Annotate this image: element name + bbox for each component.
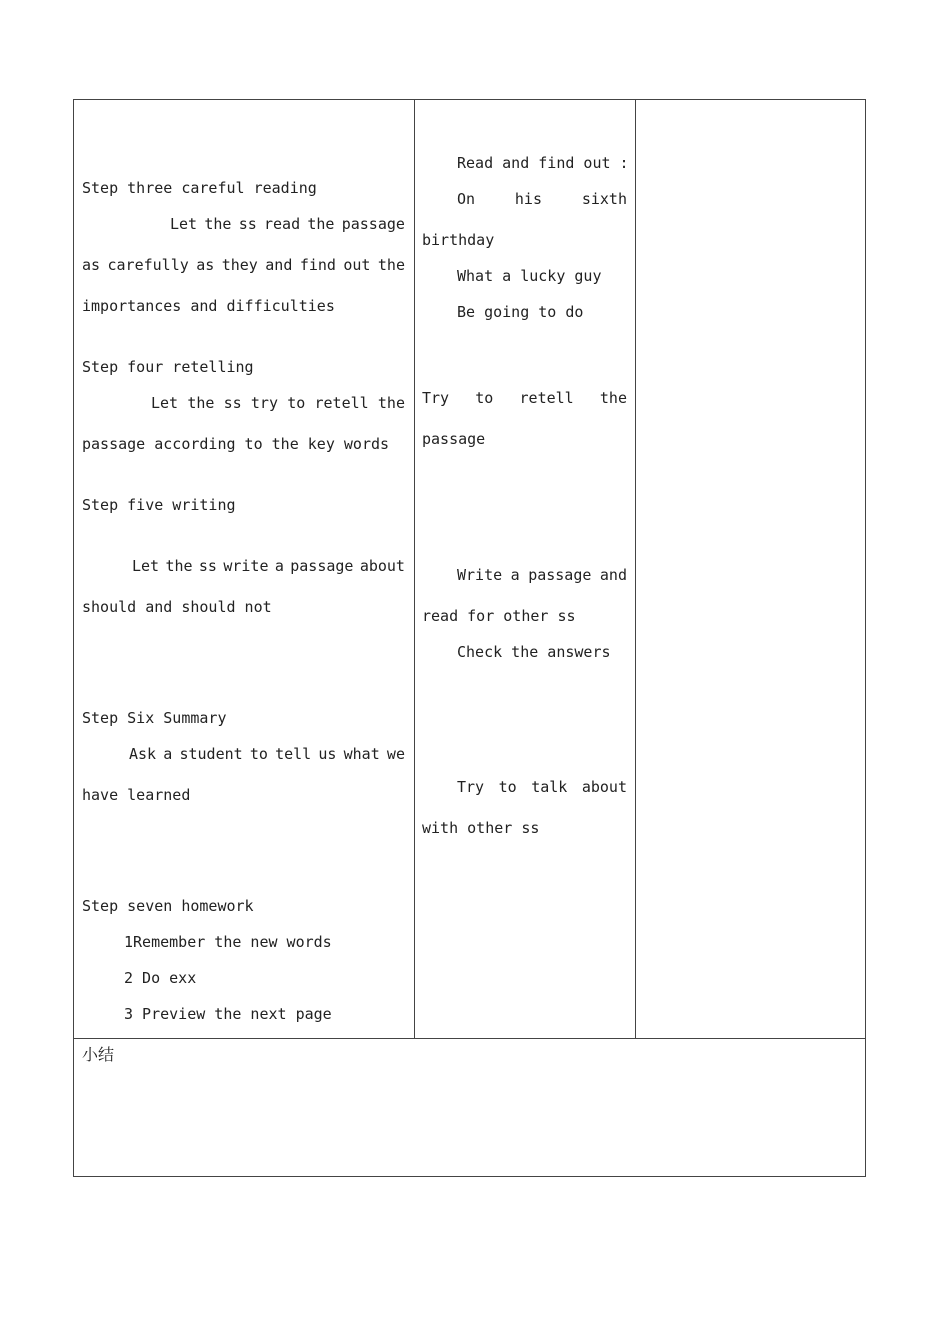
word: a	[274, 557, 284, 575]
word: his	[514, 190, 542, 208]
word: ss	[238, 215, 257, 233]
retell-line1	[422, 388, 627, 408]
homework-item-1: 1Remember the new words	[124, 933, 332, 951]
going-to-do: Be going to do	[457, 303, 584, 321]
step7-title: Step seven homework	[82, 897, 254, 915]
lesson-plan-table	[73, 99, 866, 1177]
word: Try	[422, 389, 450, 407]
word: carefully	[107, 256, 189, 274]
word: tell	[275, 745, 312, 763]
word: ss	[223, 394, 242, 412]
word: Try	[457, 778, 485, 796]
write-passage-line2: read for other ss	[422, 607, 576, 625]
word: ss	[198, 557, 217, 575]
talk-line1	[457, 777, 627, 797]
word: the	[187, 394, 215, 412]
column-divider-1	[414, 100, 415, 1038]
word: Let	[151, 394, 179, 412]
check-answers: Check the answers	[457, 643, 611, 661]
step5-line1	[132, 556, 405, 576]
word: to	[249, 745, 268, 763]
word: and	[599, 566, 627, 584]
word: talk	[531, 778, 568, 796]
word: Ask	[129, 745, 157, 763]
step6-line1	[129, 744, 405, 764]
talk-line2: with other ss	[422, 819, 540, 837]
sixth-birthday-line2: birthday	[422, 231, 495, 249]
step6-line2: have learned	[82, 786, 191, 804]
step3-line1	[170, 214, 405, 234]
word: as	[196, 256, 215, 274]
word: write	[223, 557, 269, 575]
write-passage-line1	[457, 565, 627, 585]
homework-item-3: 3 Preview the next page	[124, 1005, 332, 1023]
word: to	[498, 778, 517, 796]
word: Let	[132, 557, 160, 575]
word: we	[386, 745, 405, 763]
step3-line3: importances and difficulties	[82, 297, 335, 315]
word: On	[457, 190, 476, 208]
word: find	[299, 256, 336, 274]
word: Let	[170, 215, 198, 233]
word: try	[250, 394, 278, 412]
word: about	[581, 778, 627, 796]
word: what	[343, 745, 380, 763]
word: passage	[528, 566, 592, 584]
word: to	[287, 394, 306, 412]
word: to	[475, 389, 494, 407]
word: a	[510, 566, 520, 584]
step4-title: Step four retelling	[82, 358, 254, 376]
sixth-birthday-line1	[457, 189, 627, 209]
word: about	[359, 557, 405, 575]
word: read	[264, 215, 301, 233]
step5-title: Step five writing	[82, 496, 236, 514]
step5-line2: should and should not	[82, 598, 272, 616]
word: student	[179, 745, 243, 763]
word: the	[599, 389, 627, 407]
step4-line2: passage according to the key words	[82, 435, 390, 453]
word: and	[265, 256, 293, 274]
retell-line2: passage	[422, 430, 486, 448]
step3-line2	[82, 255, 405, 275]
word: passage	[290, 557, 354, 575]
column-divider-2	[635, 100, 636, 1038]
word: as	[82, 256, 101, 274]
word: the	[204, 215, 232, 233]
summary-label: 小结	[82, 1045, 115, 1064]
row-divider	[74, 1038, 865, 1039]
step6-title: Step Six Summary	[82, 709, 227, 727]
word: the	[377, 394, 405, 412]
word: sixth	[581, 190, 627, 208]
word: the	[377, 256, 405, 274]
word: retell	[314, 394, 369, 412]
word: a	[163, 745, 173, 763]
step3-title: Step three careful reading	[82, 179, 317, 197]
word: the	[165, 557, 193, 575]
word: the	[307, 215, 335, 233]
word: they	[221, 256, 258, 274]
read-find-out: Read and find out :	[457, 154, 629, 172]
word: out	[343, 256, 371, 274]
homework-item-2: 2 Do exx	[124, 969, 197, 987]
word: retell	[519, 389, 574, 407]
word: passage	[341, 215, 405, 233]
word: Write	[457, 566, 503, 584]
lucky-guy: What a lucky guy	[457, 267, 602, 285]
word: us	[318, 745, 337, 763]
step4-line1	[151, 393, 405, 413]
